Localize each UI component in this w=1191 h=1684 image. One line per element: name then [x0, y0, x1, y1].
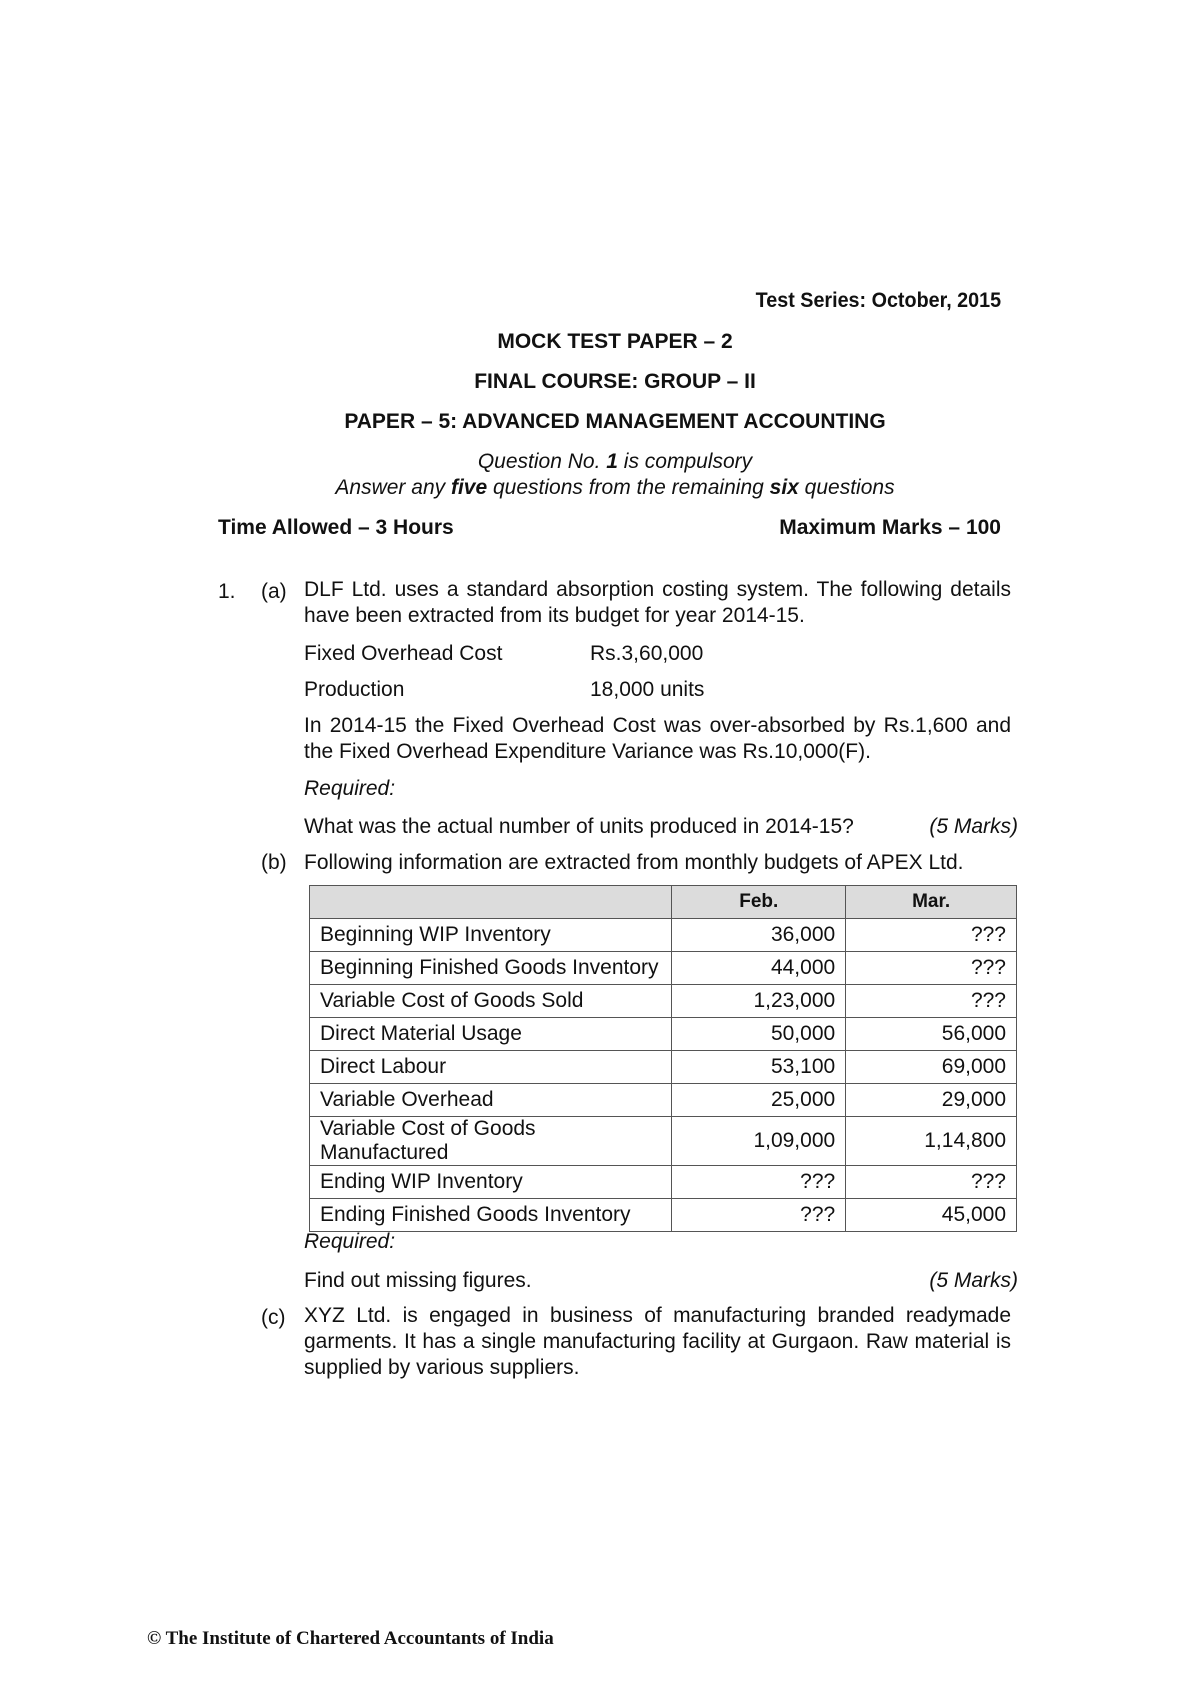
table-row — [310, 952, 1017, 985]
q1a-intro: DLF Ltd. uses a standard absorption costing system. The following details have been extracted from its budget for year 2014-15. — [304, 578, 1011, 627]
cell-mar: ??? — [846, 1166, 1017, 1199]
row-label: Direct Material Usage — [310, 1018, 672, 1051]
instruction-compulsory — [0, 450, 1191, 474]
cell-feb: ??? — [672, 1166, 846, 1199]
cell-feb: ??? — [672, 1199, 846, 1232]
mock-test-title: MOCK TEST PAPER – 2 — [497, 330, 733, 353]
instruction-answer-any — [0, 476, 1191, 500]
copyright-footer: © The Institute of Chartered Accountants of India — [147, 1628, 554, 1649]
q1b-intro: Following information are extracted from monthly budgets of APEX Ltd. — [304, 851, 964, 874]
q1a-question: What was the actual number of units produced in 2014-15? — [304, 815, 854, 838]
instruction-text: Question No. — [477, 450, 607, 473]
table-row — [310, 1166, 1017, 1199]
cell-feb: 25,000 — [672, 1084, 846, 1117]
cell-mar: 45,000 — [846, 1199, 1017, 1232]
cell-feb: 36,000 — [672, 919, 846, 952]
row-label: Ending Finished Goods Inventory — [310, 1199, 672, 1232]
course-title: FINAL COURSE: GROUP – II — [474, 370, 756, 393]
subquestion-label-c: (c) — [261, 1306, 286, 1329]
time-allowed: Time Allowed – 3 Hours — [218, 516, 454, 539]
apex-budget-table — [309, 885, 1017, 1232]
cell-feb: 1,09,000 — [672, 1117, 846, 1166]
test-series-label: Test Series: October, 2015 — [755, 289, 1001, 312]
instruction-text: questions — [798, 476, 895, 499]
cell-mar: ??? — [846, 952, 1017, 985]
cell-mar: 29,000 — [846, 1084, 1017, 1117]
cell-feb: 1,23,000 — [672, 985, 846, 1018]
table-row — [310, 919, 1017, 952]
instruction-text: is compulsory — [617, 450, 753, 473]
table-row — [310, 1051, 1017, 1084]
cell-feb: 44,000 — [672, 952, 846, 985]
q1b-required: Required: — [304, 1230, 396, 1253]
fixed-overhead-label: Fixed Overhead Cost — [304, 642, 503, 665]
question-number: 1. — [218, 580, 236, 603]
table-row — [310, 1199, 1017, 1232]
q1a-marks: (5 Marks) — [929, 815, 1018, 838]
paper-title: PAPER – 5: ADVANCED MANAGEMENT ACCOUNTING — [344, 410, 886, 433]
table-row — [310, 1018, 1017, 1051]
cell-feb: 53,100 — [672, 1051, 846, 1084]
row-label: Variable Cost of Goods Manufactured — [310, 1117, 672, 1166]
row-label: Direct Labour — [310, 1051, 672, 1084]
cell-mar: ??? — [846, 919, 1017, 952]
q1b-question: Find out missing figures. — [304, 1269, 532, 1292]
column-header — [310, 886, 672, 919]
row-label: Variable Cost of Goods Sold — [310, 985, 672, 1018]
table-header-row — [310, 886, 1017, 919]
row-label: Beginning WIP Inventory — [310, 919, 672, 952]
cell-mar: ??? — [846, 985, 1017, 1018]
subquestion-label-b: (b) — [261, 851, 287, 874]
q1b-marks: (5 Marks) — [929, 1269, 1018, 1292]
table-row — [310, 1084, 1017, 1117]
cell-mar: 1,14,800 — [846, 1117, 1017, 1166]
table-row — [310, 985, 1017, 1018]
row-label: Ending WIP Inventory — [310, 1166, 672, 1199]
fixed-overhead-value: Rs.3,60,000 — [590, 642, 704, 665]
cell-mar: 69,000 — [846, 1051, 1017, 1084]
row-label: Beginning Finished Goods Inventory — [310, 952, 672, 985]
instruction-text: Answer any — [335, 476, 451, 499]
cell-feb: 50,000 — [672, 1018, 846, 1051]
row-label: Variable Overhead — [310, 1084, 672, 1117]
maximum-marks: Maximum Marks – 100 — [779, 516, 1001, 539]
subquestion-label-a: (a) — [261, 580, 287, 603]
production-label: Production — [304, 678, 405, 701]
q1a-required: Required: — [304, 777, 396, 800]
column-header-feb: Feb. — [672, 886, 846, 919]
production-value: 18,000 units — [590, 678, 705, 701]
instruction-emphasis: five — [450, 476, 488, 499]
table-row — [310, 1117, 1017, 1166]
q1c-text: XYZ Ltd. is engaged in business of manufacturing branded readymade garments. It has a single manufacturing facility at Gurgaon. Raw material is supplied by various suppliers. — [304, 1304, 1011, 1379]
instruction-emphasis: six — [769, 476, 799, 499]
instruction-text: questions from the remaining — [487, 476, 770, 499]
instruction-emphasis: 1 — [606, 450, 618, 473]
q1a-paragraph: In 2014-15 the Fixed Overhead Cost was over-absorbed by Rs.1,600 and the Fixed Overhead Expenditure Variance was Rs.10,000(F). — [304, 714, 1011, 763]
cell-mar: 56,000 — [846, 1018, 1017, 1051]
column-header-mar: Mar. — [846, 886, 1017, 919]
